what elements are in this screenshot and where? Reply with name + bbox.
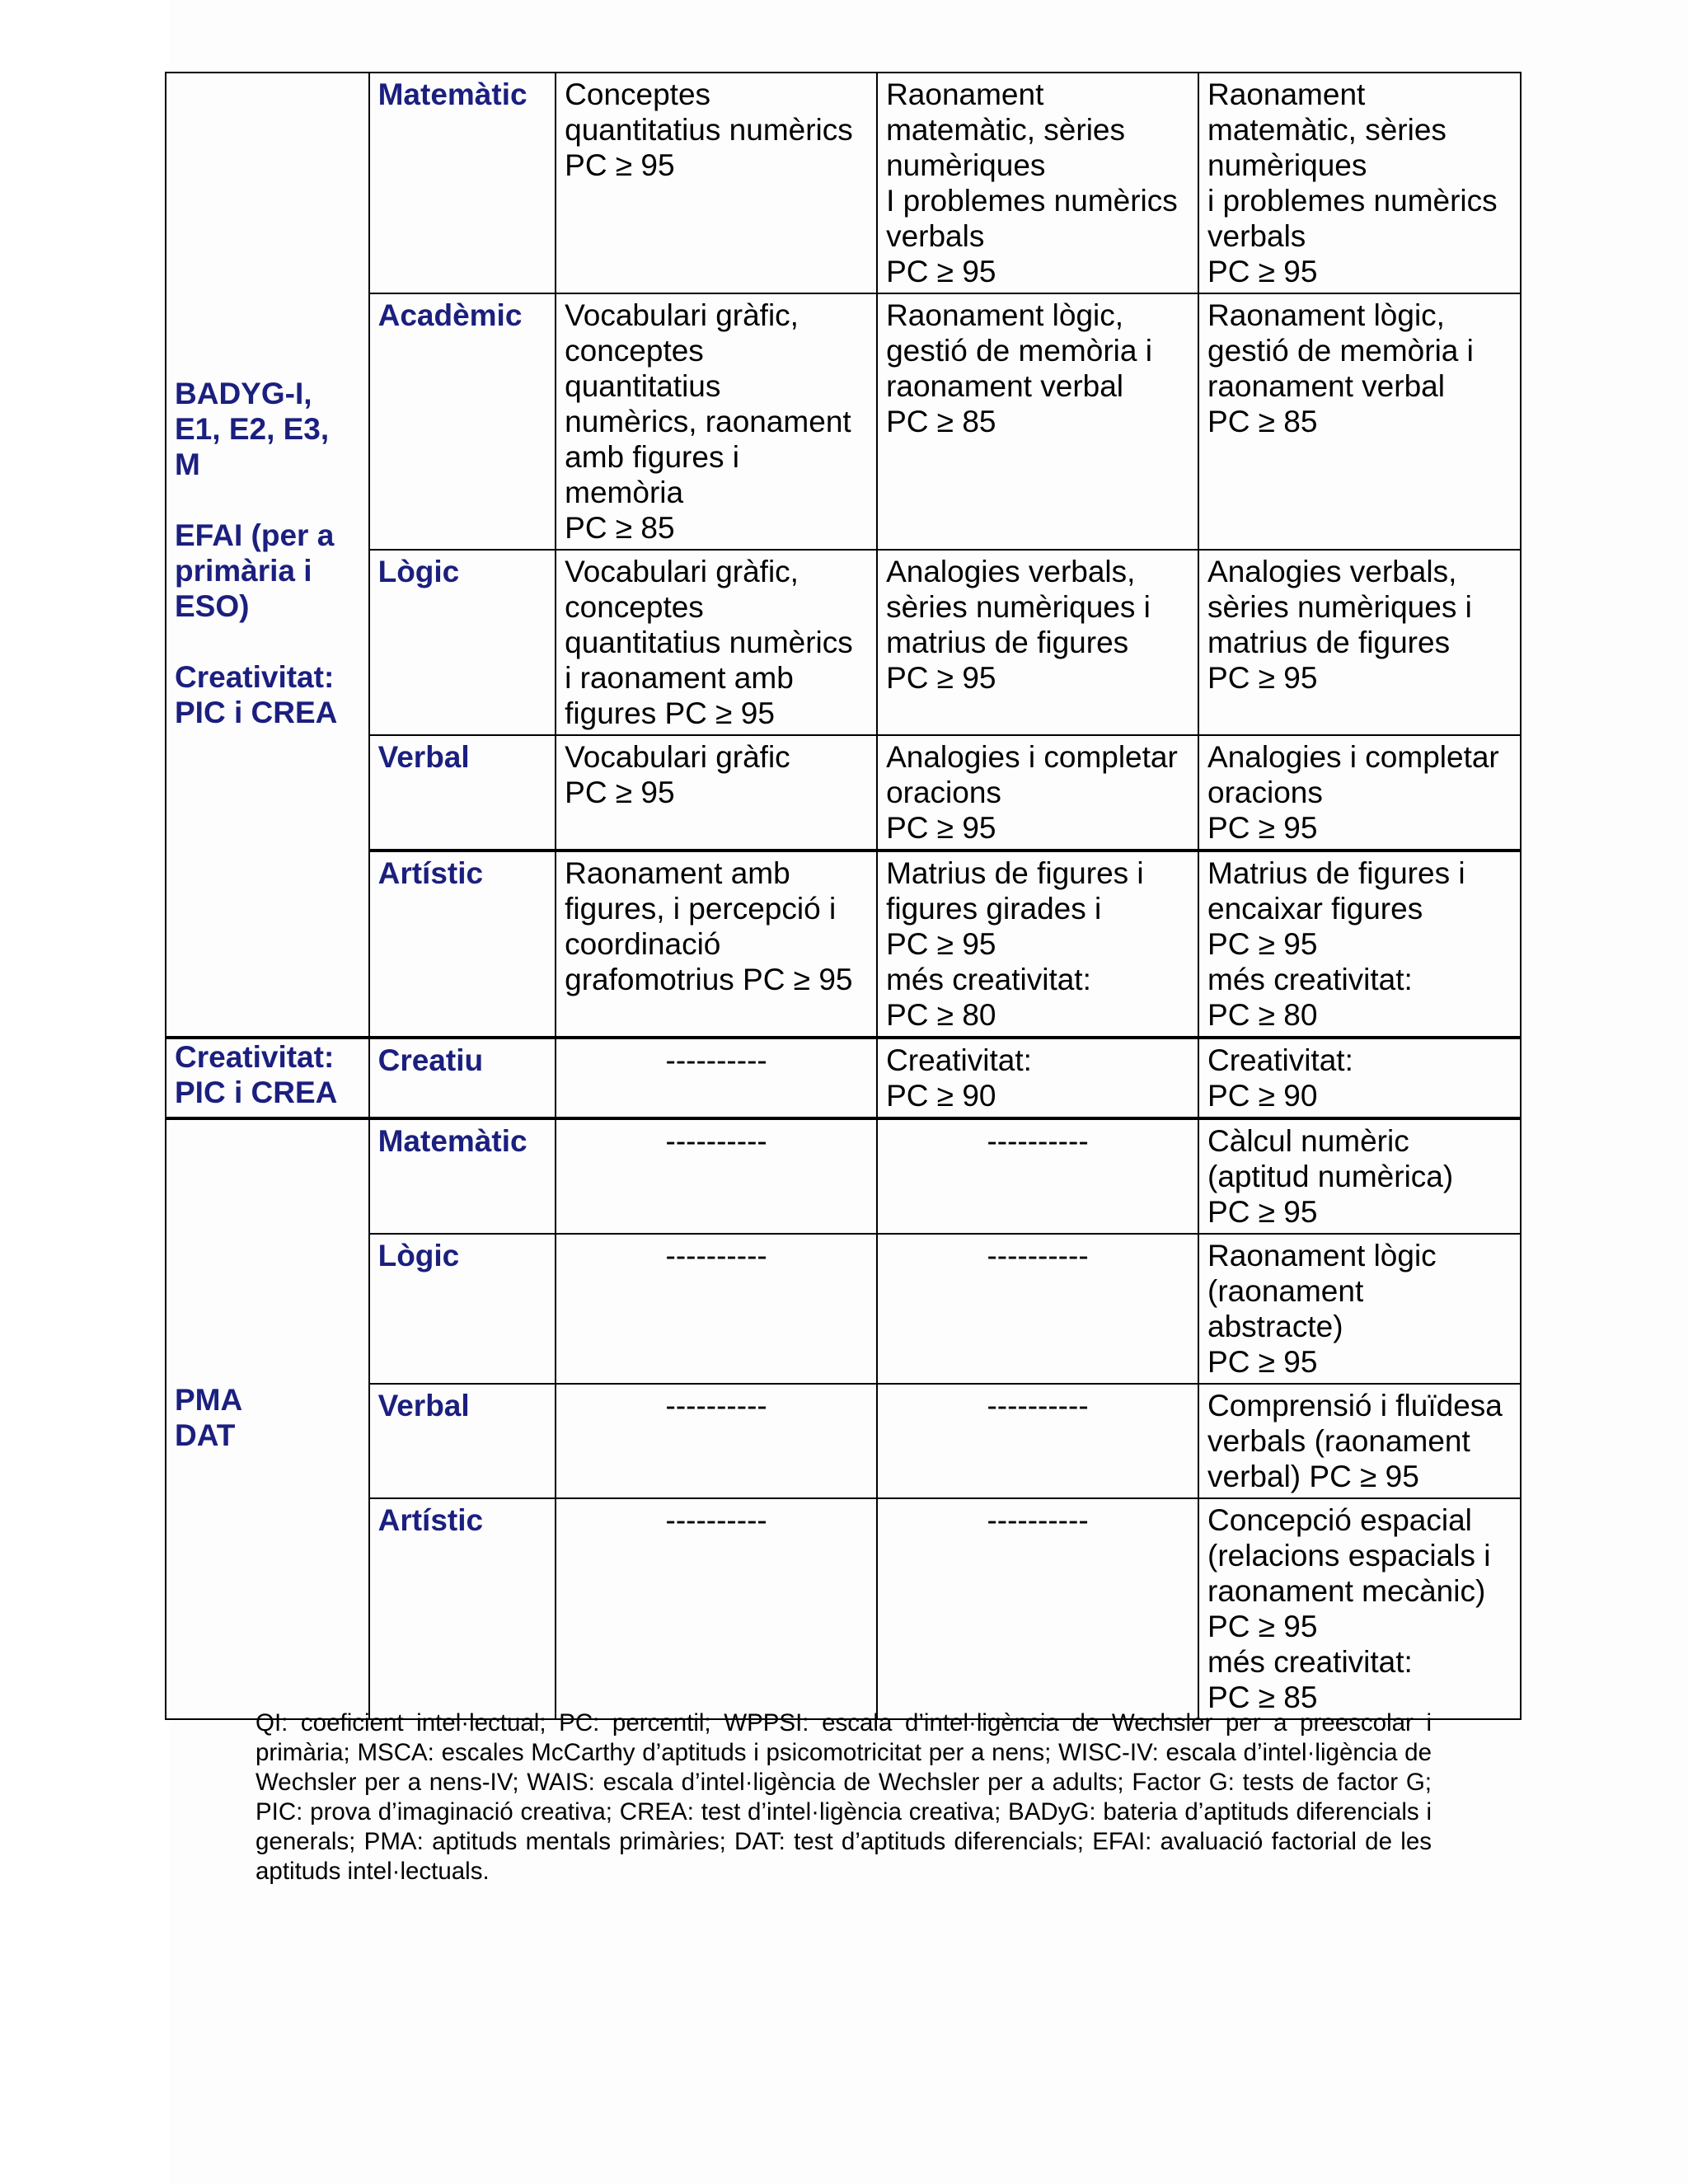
table-cell: Matrius de figures i figures girades i PC ≥ 95 més creativitat: PC ≥ 80 bbox=[877, 851, 1198, 1038]
table-cell: Càlcul numèric (aptitud numèrica) PC ≥ 95 bbox=[1198, 1118, 1521, 1234]
aptitude-label: Lògic bbox=[369, 1234, 556, 1384]
table-cell: Raonament lògic, gestió de memòria i raonament verbal PC ≥ 85 bbox=[877, 293, 1198, 550]
table-cell: Raonament lògic (raonament abstracte) PC ≥ 95 bbox=[1198, 1234, 1521, 1384]
table-cell: Creativitat: PC ≥ 90 bbox=[1198, 1038, 1521, 1118]
table-cell: Concepció espacial (relacions espacials i raonament mecànic) PC ≥ 95 més creativitat: PC ≥ 85 bbox=[1198, 1498, 1521, 1719]
table-cell: Comprensió i fluïdesa verbals (raonament verbal) PC ≥ 95 bbox=[1198, 1384, 1521, 1498]
aptitude-label: Matemàtic bbox=[369, 73, 556, 293]
table-row bbox=[166, 293, 1521, 550]
table-cell: ---------- bbox=[556, 1498, 877, 1719]
table-cell: ---------- bbox=[877, 1384, 1198, 1498]
aptitude-criteria-table bbox=[165, 72, 1522, 1720]
table-cell: ---------- bbox=[556, 1234, 877, 1384]
table-cell: ---------- bbox=[556, 1384, 877, 1498]
table-cell: Vocabulari gràfic, conceptes quantitatius numèrics, raonament amb figures i memòria PC ≥ 85 bbox=[556, 293, 877, 550]
table-cell: ---------- bbox=[556, 1038, 877, 1118]
group-label-creativitat: Creativitat: PIC i CREA bbox=[175, 660, 338, 729]
table-cell: Creativitat: PC ≥ 90 bbox=[877, 1038, 1198, 1118]
aptitude-label: Lògic bbox=[369, 550, 556, 735]
table-cell: ---------- bbox=[877, 1498, 1198, 1719]
table-cell: ---------- bbox=[877, 1234, 1198, 1384]
table-row bbox=[166, 73, 1521, 293]
table-cell: Raonament amb figures, i percepció i coordinació grafomotrius PC ≥ 95 bbox=[556, 851, 877, 1038]
group-cell-crea bbox=[166, 1038, 369, 1118]
aptitude-label: Artístic bbox=[369, 1498, 556, 1719]
aptitude-label: Matemàtic bbox=[369, 1118, 556, 1234]
table-cell: Analogies verbals, sèries numèriques i matrius de figures PC ≥ 95 bbox=[877, 550, 1198, 735]
aptitude-label: Verbal bbox=[369, 735, 556, 851]
table-row bbox=[166, 1038, 1521, 1118]
table-cell: Conceptes quantitatius numèrics PC ≥ 95 bbox=[556, 73, 877, 293]
table-cell: ---------- bbox=[877, 1118, 1198, 1234]
table-row bbox=[166, 1498, 1521, 1719]
table-cell: Analogies i completar oracions PC ≥ 95 bbox=[877, 735, 1198, 851]
table-cell: ---------- bbox=[556, 1118, 877, 1234]
group-cell-badyg bbox=[166, 73, 369, 1038]
table-cell: Analogies verbals, sèries numèriques i matrius de figures PC ≥ 95 bbox=[1198, 550, 1521, 735]
table-row bbox=[166, 851, 1521, 1038]
aptitude-label: Acadèmic bbox=[369, 293, 556, 550]
group-label-creativitat: Creativitat: PIC i CREA bbox=[175, 1040, 338, 1109]
table-row bbox=[166, 1234, 1521, 1384]
aptitude-label: Verbal bbox=[369, 1384, 556, 1498]
table-cell: Vocabulari gràfic, conceptes quantitatius numèrics i raonament amb figures PC ≥ 95 bbox=[556, 550, 877, 735]
aptitude-label: Creatiu bbox=[369, 1038, 556, 1118]
group-label-efai: EFAI (per a primària i ESO) bbox=[175, 518, 335, 623]
table-row bbox=[166, 735, 1521, 851]
aptitude-label: Artístic bbox=[369, 851, 556, 1038]
group-cell-pma bbox=[166, 1118, 369, 1719]
table-cell: Analogies i completar oracions PC ≥ 95 bbox=[1198, 735, 1521, 851]
abbreviations-footnote: QI: coeficient intel·lectual; PC: percentil; WPPSI: escala d’intel·ligència de Wechsler per a preescolar i primària; MSCA: escales McCarthy d’aptituds i psicomotricitat per a nens; WISC-IV: escala d’intel·ligència de Wechsler per a nens-IV; WAIS: escala d’intel·ligència de Wechsler per a adults; Factor G: tests de factor G; PIC: prova d’imaginació creativa; CREA: test d’intel·ligència creativa; BADyG: bateria d’aptituds diferencials i generals; PMA: aptituds mentals primàries; DAT: test d’aptituds diferencials; EFAI: avaluació factorial de les aptituds intel·lectuals. bbox=[256, 1709, 1432, 1885]
table-row bbox=[166, 1384, 1521, 1498]
group-label-badyg: BADYG-I, E1, E2, E3, M bbox=[175, 377, 330, 481]
table-cell: Matrius de figures i encaixar figures PC ≥ 95 més creativitat: PC ≥ 80 bbox=[1198, 851, 1521, 1038]
table-row bbox=[166, 1118, 1521, 1234]
table-row bbox=[166, 550, 1521, 735]
table-cell: Raonament matemàtic, sèries numèriques I problemes numèrics verbals PC ≥ 95 bbox=[877, 73, 1198, 293]
group-label-pma-dat: PMA DAT bbox=[175, 1383, 243, 1452]
table-cell: Raonament lògic, gestió de memòria i raonament verbal PC ≥ 85 bbox=[1198, 293, 1521, 550]
table-cell: Vocabulari gràfic PC ≥ 95 bbox=[556, 735, 877, 851]
table-cell: Raonament matemàtic, sèries numèriques i problemes numèrics verbals PC ≥ 95 bbox=[1198, 73, 1521, 293]
